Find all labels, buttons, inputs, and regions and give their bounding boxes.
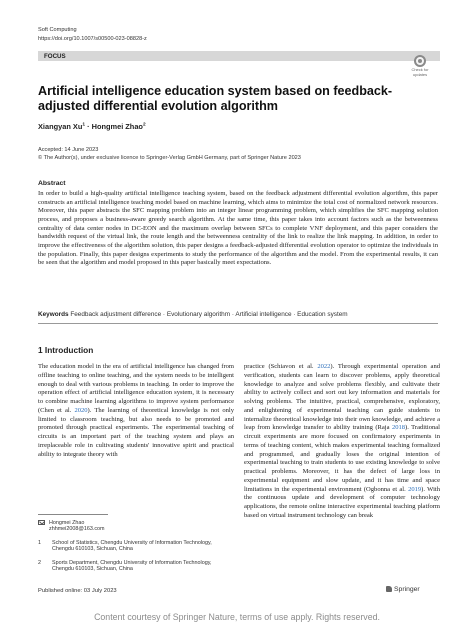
keywords-list: Feedback adjustment difference · Evolutionary algorithm · Artificial intelligence · Education system xyxy=(70,311,348,318)
column-left xyxy=(38,363,234,459)
affiliation-number: 1 xyxy=(38,540,41,546)
citation-link[interactable]: 2020 xyxy=(74,406,88,414)
keywords-label: Keywords xyxy=(38,311,69,318)
publisher-logo xyxy=(386,586,420,593)
contact-email[interactable]: zhhmei2008@163.com xyxy=(49,526,105,533)
citation-link[interactable]: 2022 xyxy=(317,363,331,370)
published-date: Published online: 03 July 2023 xyxy=(38,588,117,594)
abstract-heading: Abstract xyxy=(38,180,66,187)
check-updates-icon xyxy=(414,55,426,67)
column-right xyxy=(244,363,440,521)
body-text: ). The learning of theoretical knowledge is not only limited to classroom teaching, but also needs to be promoted and promoted through practical experiments. The experimental teaching of circuits is an important part of the teaching system and plays an irreplaceable role in cultivating students' innovative spirit and practical ability to integrate theory with xyxy=(38,406,234,458)
body-text: ). Traditional circuit experiments are more focused on confirmatory experiments in terms of teaching content, which makes experimental teaching formalized and programmed, and gradually loses the original intention of experimental teaching to train students to use existing knowledge to solve practical problems. Moreover, it has the defect of large loss in experimental equipment and slow update, and it has time and space limitations in the experimental environment (Ogbonna et al. xyxy=(244,424,440,493)
citation-link[interactable]: 2018 xyxy=(391,424,406,432)
footnote-divider xyxy=(38,514,108,515)
affiliation-2 xyxy=(38,560,222,573)
check-for-updates-badge[interactable] xyxy=(406,55,434,78)
body-text: ). Through experimental operation and verification, students can learn to discover problems, apply theoretical knowledge to analyze and solve problems flexibly, and cultivate their ability to actively collect and sort out key information and materials for solving problems. The intuitive, practical, comprehensive, exploratory, and enlightening of experimental teaching can guide students to internalize theoretical knowledge into their own knowledge, and achieve a leap from knowledge transfer to ability training (Raja xyxy=(244,363,440,432)
divider xyxy=(38,323,438,324)
affiliation-1 xyxy=(38,540,222,553)
section-banner xyxy=(38,51,440,61)
affiliation-text: Sports Department, Chengdu University of Information Technology, Chengdu 610103, Sichuan, China xyxy=(52,560,212,573)
accepted-date: Accepted: 14 June 2023 xyxy=(38,147,99,153)
body-text: The education model in the era of artificial intelligence has changed from offline teaching to online teaching, and the system needs to be intelligent enough to deal with various problems in teaching. In order to improve the operation effect of artificial intelligence education system, it is necessary to combine machine learning algorithms to improve system performance (Chen et al. xyxy=(38,363,234,414)
copyright-line: © The Author(s), under exclusive licence to Springer-Verlag GmbH Germany, part of Springer Nature 2023 xyxy=(38,155,301,161)
contact-name: Hongmei Zhao xyxy=(49,520,85,526)
badge-line-1: Check for xyxy=(411,67,429,72)
abstract-text: In order to build a high-quality artificial intelligence teaching system, based on the feedback adjustment differential evolution algorithm, this paper constructs an artificial intelligence teaching model based on machine learning, which aims to minimize the total cost of normalized network resources. Moreover, this paper abstracts the SFC mapping problem into an integer linear programming problem, which simplifies the SFC mapping solution process, and proposes a business-aware greedy search algorithm. At the same time, this paper takes into account factors such as the betweenness centrality of data center nodes in DC-EON and the maximum overlap between SFCs to complete VNF deployment, and this paper considers the bandwidth request of the virtual link, the route length and the betweenness centrality of the link to realize the link mapping. In addition, in order to improve the effectiveness of the algorithm solution, this paper designs a feedback-adjusted differential evolution operator to optimize the individuals in the population. Finally, this paper designs experiments to study the performance of the algorithm and the model. From the experimental results, it can be seen that the algorithm and model proposed in this paper basically meet expectations. xyxy=(38,190,438,267)
citation-link[interactable]: 2019 xyxy=(408,485,422,493)
publisher-name: Springer xyxy=(394,586,420,593)
author-name[interactable]: Xiangyan Xu xyxy=(38,122,83,131)
courtesy-notice: Content courtesy of Springer Nature, terms of use apply. Rights reserved. xyxy=(94,612,380,622)
author-separator: · xyxy=(87,122,90,131)
badge-line-2: updates xyxy=(412,72,428,78)
springer-horse-icon xyxy=(386,586,392,592)
section-heading: 1 Introduction xyxy=(38,345,94,355)
envelope-icon xyxy=(38,520,45,525)
corresponding-author xyxy=(38,520,105,533)
article-title: Artificial intelligence education system based on feedback-adjusted differential evolution algorithm xyxy=(38,84,393,113)
keywords-line xyxy=(38,311,348,318)
body-text: practice (Schiavon et al. xyxy=(244,363,318,370)
author-affiliation-mark: 1 xyxy=(82,122,86,128)
doi-link[interactable]: https://doi.org/10.1007/s00500-023-08828-z xyxy=(38,36,147,42)
affiliation-number: 2 xyxy=(38,560,41,566)
body-text: ). With the continuous update and development of computer technology applications, the remote online interactive experimental teaching platform based on virtual instrument technology can break xyxy=(244,485,440,519)
author-affiliation-mark: 2 xyxy=(142,122,146,128)
author-list xyxy=(38,122,146,131)
journal-name: Soft Computing xyxy=(38,27,77,33)
section-label: FOCUS xyxy=(44,52,66,60)
author-name[interactable]: Hongmei Zhao xyxy=(91,122,143,131)
affiliation-text: School of Statistics, Chengdu University of Information Technology, Chengdu 610103, Sichuan, China xyxy=(52,540,212,553)
